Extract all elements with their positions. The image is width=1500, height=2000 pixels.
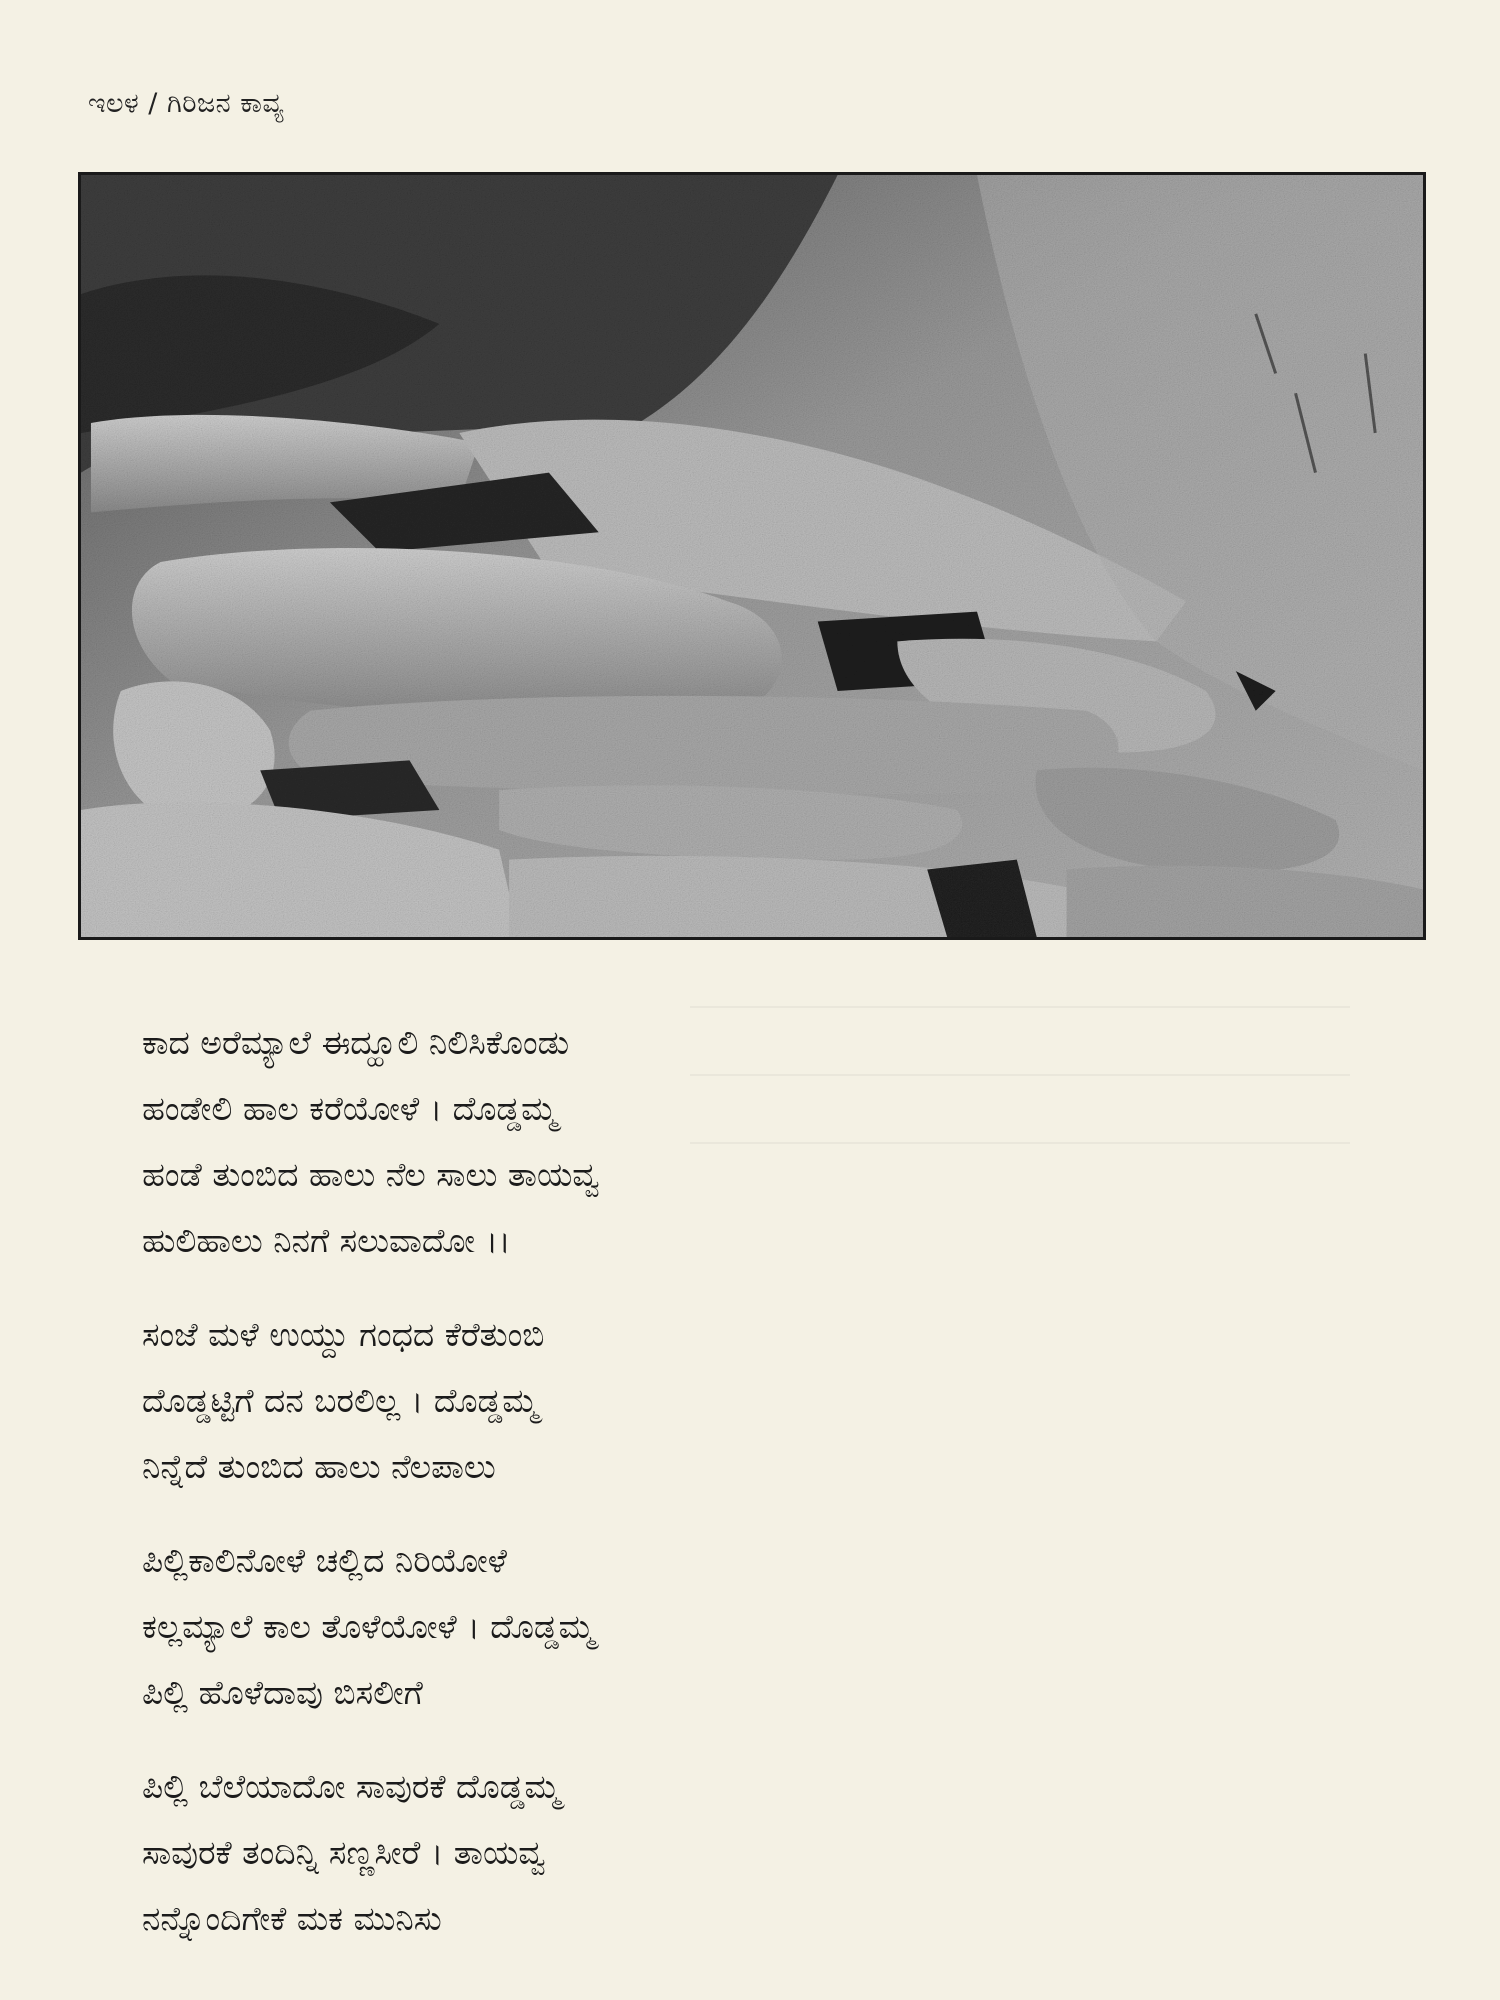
poem-line: ಸಂಜೆ ಮಳೆ ಉಯ್ದು ಗಂಧದ ಕೆರೆತುಂಬಿ [142, 1315, 545, 1354]
poem-line: ಸಾವುರಕೆ ತಂದಿನ್ನಿ ಸಣ್ಣಸೀರೆ । ತಾಯವ್ವ [142, 1833, 546, 1872]
stanza [142, 1528, 962, 1726]
show-through-line [690, 940, 1350, 1008]
stanza [142, 1302, 962, 1500]
stanza [142, 1010, 962, 1274]
poem-line: ನಿನ್ನೆದೆ ತುಂಬಿದ ಹಾಲು ನೆಲಪಾಲು [142, 1447, 496, 1486]
poem-line: ಕಾದ ಅರೆಮ್ಯಾಲೆ ಈದ್ಹೂಲಿ ನಿಲಿಸಿಕೊಂಡು [142, 1023, 570, 1062]
poem-line: ಹುಲಿಹಾಲು ನಿನಗೆ ಸಲುವಾದೋ ।। [142, 1221, 511, 1260]
stanza [142, 1754, 962, 1952]
poem-line: ಪಿಲ್ಲಿ ಹೊಳೆದಾವು ಬಿಸಲೀಗೆ [142, 1673, 423, 1712]
poem-line: ನನ್ನೊಂದಿಗೇಕೆ ಮಕ ಮುನಿಸು [142, 1899, 442, 1938]
poem-line: ಹಂಡೆ ತುಂಬಿದ ಹಾಲು ನೆಲ ಸಾಲು ತಾಯವ್ವ [142, 1155, 600, 1194]
poem [142, 1010, 962, 1980]
stone-shelter-photo [78, 172, 1426, 940]
photo-illustration [81, 175, 1423, 937]
poem-line: ಪಿಲ್ಲಿ ಬೆಲೆಯಾದೋ ಸಾವುರಕೆ ದೊಡ್ಡಮ್ಮ [142, 1767, 561, 1806]
poem-line: ಪಿಲ್ಲಿಕಾಲಿನೋಳೆ ಚಲ್ಲಿದ ನಿರಿಯೋಳೆ [142, 1541, 507, 1580]
poem-line: ಕಲ್ಲಮ್ಯಾಲೆ ಕಾಲ ತೊಳೆಯೋಳೆ । ದೊಡ್ಡಮ್ಮ [142, 1607, 595, 1646]
poem-line: ಹಂಡೇಲಿ ಹಾಲ ಕರೆಯೋಳೆ । ದೊಡ್ಡಮ್ಮ [142, 1089, 557, 1128]
poem-line: ದೊಡ್ಡಟ್ಟಿಗೆ ದನ ಬರಲಿಲ್ಲ । ದೊಡ್ಡಮ್ಮ [142, 1381, 539, 1420]
running-head: ಇಲಳ / ಗಿರಿಜನ ಕಾವ್ಯ [88, 88, 284, 119]
